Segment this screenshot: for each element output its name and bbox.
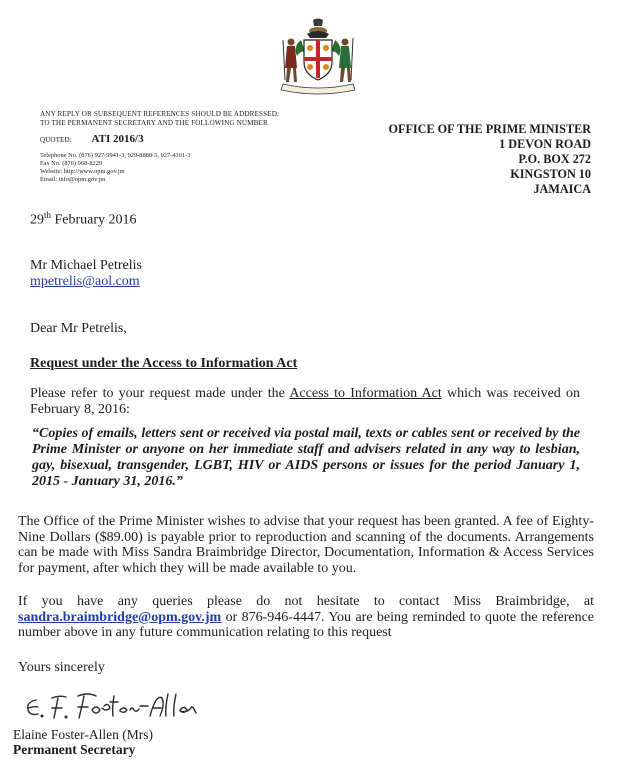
- salutation: Dear Mr Petrelis,: [30, 321, 127, 336]
- signer-name: Elaine Foster-Allen (Mrs): [13, 727, 153, 742]
- date-day: 29: [30, 212, 44, 228]
- intro-paragraph: [30, 386, 580, 417]
- office-address-line: 1 DEVON ROAD: [499, 137, 591, 151]
- date-month-year: February 2016: [51, 212, 137, 228]
- contact-paragraph: [18, 594, 594, 641]
- handwritten-signature: [22, 690, 232, 730]
- reply-notice: [40, 110, 279, 147]
- request-quote: “Copies of emails, letters sent or received via postal mail, texts or cables sent or received by the Prime Minister or anyone on her immediate staff and advisers related in any way to lesbian, gay, bisexual, transgender, LGBT, HIV or AIDS persons or issues for the period January 1, 2015 - January 31, 2016.”: [32, 426, 580, 489]
- office-address-line: JAMAICA: [533, 182, 591, 196]
- telephone-line: Telephone No. (876) 927-9941-3, 929-8880-5, 927-4101-3: [40, 152, 191, 159]
- recipient-email-link[interactable]: mpetrelis@aol.com: [30, 274, 140, 289]
- date-suffix: th: [44, 210, 52, 220]
- closing: Yours sincerely: [18, 660, 105, 675]
- contact-text: If you have any queries please do not hesitate to contact Miss Braimbridge, at: [18, 594, 594, 609]
- reply-notice-line: ANY REPLY OR SUBSEQUENT REFERENCES SHOULD BE ADDRESSED:: [40, 110, 280, 118]
- recipient-name: Mr Michael Petrelis: [30, 258, 142, 273]
- website-line: Website: http://www.opm.gov.jm: [40, 168, 125, 175]
- intro-text: Please refer to your request made under the: [30, 386, 290, 401]
- fee-paragraph: The Office of the Prime Minister wishes to advise that your request has been granted. A fee of Eighty-Nine Dollars ($89.00) is payable prior to reproduction and scanning of the documents. Arrangements can be made with Miss Sandra Braimbridge Director, Documentation, Information & Access Services for payment, after which they will be made available to you.: [18, 514, 594, 576]
- contact-text-end: or 876-946-4447. You are being reminded to quote the reference number above in any future communication relating to this request: [18, 609, 594, 640]
- office-address-line: OFFICE OF THE PRIME MINISTER: [388, 122, 591, 136]
- signer-title: Permanent Secretary: [13, 742, 136, 757]
- braimbridge-email-link[interactable]: sandra.braimbridge@opm.gov.jm: [18, 609, 222, 625]
- letter-subject: Request under the Access to Information Act: [30, 356, 298, 371]
- fax-line: Fax No. (876) 968-8229: [40, 160, 103, 167]
- act-reference: Access to Information Act: [289, 386, 442, 401]
- quoted-reference: [40, 129, 279, 147]
- quoted-reference-number: ATI 2016/3: [91, 133, 144, 145]
- quoted-label: QUOTED:: [40, 136, 72, 144]
- jamaica-coat-of-arms-icon: [277, 18, 359, 96]
- office-address-line: P.O. BOX 272: [518, 152, 591, 166]
- letter-date: [30, 207, 137, 229]
- email-line: Email: info@opm.gov.jm: [40, 176, 106, 183]
- reply-notice-line: TO THE PERMANENT SECRETARY AND THE FOLLOWING NUMBER: [40, 119, 268, 127]
- intro-text-end: which was received on February 8, 2016:: [30, 386, 580, 417]
- contact-details: [40, 152, 190, 184]
- office-address-line: KINGSTON 10: [510, 167, 591, 181]
